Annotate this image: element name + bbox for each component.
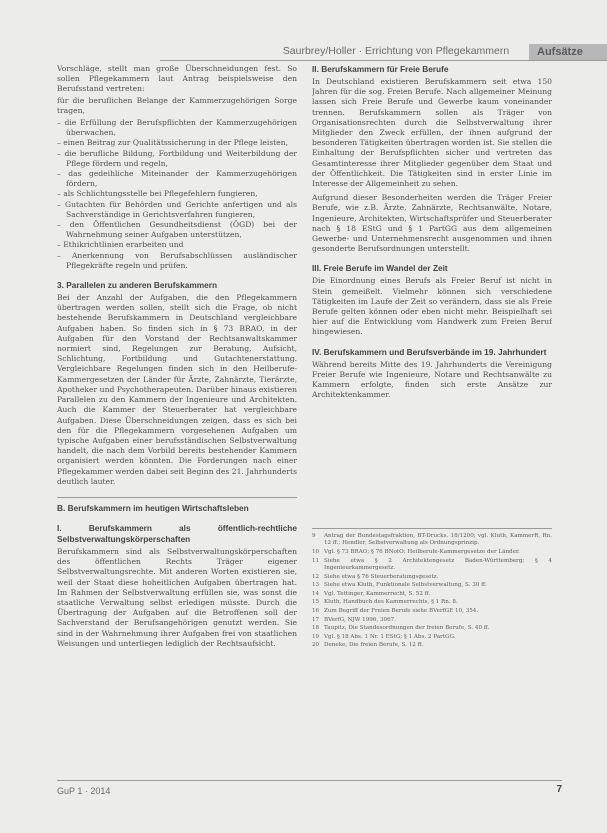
journal-issue: GuP 1 · 2014 — [57, 786, 111, 796]
footnote-text: Siehe etwa § 2 Architektengesetz Baden-Württemberg; § 4 Ingenieurkammergesetz. — [324, 557, 552, 571]
list-item: – die Erfüllung der Berufspflichten der Kammerzugehörigen überwachen, — [57, 118, 297, 138]
footnote-text: Vgl. § 18 Abs. 1 Nr. 1 EStG; § 1 Abs. 2 PartGG. — [324, 633, 456, 640]
footnote-text: Siehe etwa § 76 Steuerberatungsgesetz. — [324, 573, 439, 580]
footnote-number: 10 — [312, 549, 320, 555]
footnote — [312, 558, 552, 573]
footnote-text: Vgl. Tettinger, Kammerrecht, S. 52 ff. — [324, 590, 431, 597]
footnote-number: 12 — [312, 573, 320, 580]
section-tab: Aufsätze — [529, 44, 607, 60]
list-intro: für die beruflichen Belange der Kammerzugehörigen Sorge tragen, — [57, 95, 297, 115]
footnote — [312, 591, 552, 598]
section-heading: II. Berufskammern für Freie Berufe — [312, 64, 449, 74]
subsection-heading: I. Berufskammern als öffentlich-rechtliche Selbstverwaltungskörperschaften — [57, 522, 297, 544]
footnote-text: Zum Begriff der Freien Berufe siehe BVerfGE 10, 354. — [324, 607, 479, 614]
paragraph: Vorschläge, stellt man große Überschneidungen fest. So sollen Pflegekammern laut Antrag beispielsweise den Berufsstand vertreten: — [57, 64, 297, 94]
footnote-number: 13 — [312, 582, 320, 589]
paragraph: Aufgrund dieser Besonderheiten werden die Träger Freier Berufe, wie z.B. Ärzte, Zahnärzte, Rechtsanwälte, Notare, Ingenieure, Architekten, Wirtschaftsprüfer und Steuerberater nach § 18 EStG und § 1 PartGG aus dem allgemeinen Gewerbe- und Unternehmensrecht ausgenommen und ihnen gesonderte Berufsordnungen unterstellt. — [312, 193, 552, 254]
paragraph: Die Einordnung eines Berufs als Freier Beruf ist nicht in Stein gemeißelt. Vielmehr können sich verschiedene Tätigkeiten im Laufe der Zeit so verändern, dass sie als Freie Berufe gelten können oder eben nicht mehr. Beispielhaft sei hier auf die Entwicklung vom Handwerk zum Freien Beruf hingewiesen. — [312, 276, 552, 337]
list-item: – Anerkennung von Berufsabschlüssen ausländischer Pflegekräfte regeln und prüfen. — [57, 251, 297, 271]
list-item: – die berufliche Bildung, Fortbildung und Weiterbildung der Pflege fördern und regeln, — [57, 149, 297, 169]
section-heading: 3. Parallelen zu anderen Berufskammern — [57, 280, 218, 291]
list-item: – den Öffentlichen Gesundheitsdienst (ÖGD) bei der Wahrnehmung seiner Aufgaben unterstützen, — [57, 220, 297, 240]
list-item: – Ethikrichtlinien erarbeiten und — [57, 240, 297, 250]
footnote-text: Deneke, Die freien Berufe, S. 12 ff. — [324, 642, 424, 649]
footnote — [312, 533, 552, 548]
footer-rule — [57, 780, 562, 781]
paragraph: Während bereits Mitte des 19. Jahrhunderts die Vereinigung Freier Berufe wie Ingenieure, Notare und Rechtsanwälte zu Kammern erfolgte, finden sich erste Ansätze zur Architektenkammer. — [312, 359, 552, 400]
list-item: – Gutachten für Behörden und Gerichte anfertigen und als Sachverständige in Gerichtsverfahren fungieren, — [57, 200, 297, 220]
footnote — [312, 642, 552, 649]
footnote — [312, 634, 552, 641]
footnote-text: Kluth, Handbuch des Kammerrechts, § 1 Rn. 8. — [324, 599, 458, 606]
footnotes — [312, 528, 552, 778]
right-column — [312, 64, 552, 504]
page-number: 7 — [556, 784, 562, 795]
footnote — [312, 625, 552, 632]
header-rule — [160, 60, 607, 61]
section-heading: B. Berufskammern im heutigen Wirtschaftsleben — [57, 497, 297, 514]
footnote-number: 19 — [312, 633, 320, 640]
footnote — [312, 582, 552, 589]
page-header — [160, 44, 607, 60]
footnote-text: BVerfG, NJW 1996, 3067. — [324, 616, 396, 623]
list-item: – als Schlichtungsstelle bei Pflegefehlern fungieren, — [57, 189, 297, 199]
list-item: – das gedeihliche Miteinander der Kammerzugehörigen fördern, — [57, 169, 297, 189]
left-column — [57, 64, 297, 778]
footnote-number: 15 — [312, 599, 320, 606]
footnote-text: Taupitz, Die Standesordnungen der freien Berufe, S. 40 ff. — [324, 625, 490, 632]
paragraph: In Deutschland existieren Berufskammern seit etwa 150 Jahren für die sog. Freien Berufe. Nach allgemeiner Meinung lassen sich Freie Berufe und Gewerbe kaum voneinander trennen. Berufskammern sollen als Träger von Organisationsrechten durch die Selbstverwaltung ihrer Mitglieder den Zweck erfüllen, der ihnen aufgrund der besonderen Tätigkeiten übertragen worden ist. Sie stellen die Einhaltung der Berufspflichten sicher und vertreten das Gesamtinteresse ihrer Mitglieder gegenüber dem Staat und der Öffentlichkeit. Die Tätigkeiten sind in erster Linie im Interesse der Allgemeinheit zu sehen. — [312, 77, 552, 189]
footnote-number: 20 — [312, 642, 320, 649]
paragraph: Bei der Anzahl der Aufgaben, die den Pflegekammern übertragen werden sollen, stellt sich die Frage, ob nicht bestehende Berufskammern in Deutschland vergleichbare Aufgaben haben. So finden sich in § 73 BRAO, in der Aufgaben für den Vorstand der Rechtsanwaltskammer normiert sind, Regelungen zur Beratung, Aufsicht, Schlichtung, Fortbildung und Gutachtenerstattung. Vergleichbare Regelungen finden sich in den Heilberufe-Kammergesetzen der Länder für Ärzte, Zahnärzte, Tierärzte, Apotheker und Psychotherapeuten. Darüber hinaus existieren Parallelen zu den Kammern der Ingenieure und Architekten. Auch die Kammer der Steuerberater hat vergleichbare Aufgaben. Diese Überschneidungen zeigen, dass es sich bei den für die Pflegekammern vorgesehenen Aufgaben um typische Aufgaben einer berufsständischen Selbstverwaltung handelt, die nach dem Vorbild bereits bestehender Kammern organisiert werden könnten. Die Forderungen nach einer Pflegekammer werden dabei seit Beginn des 21. Jahrhunderts deutlich lauter. — [57, 293, 297, 486]
footnote-number: 11 — [312, 557, 320, 564]
task-list — [57, 118, 297, 271]
footnote — [312, 599, 552, 606]
footnote-number: 17 — [312, 616, 320, 623]
running-head: Saurbrey/Holler · Errichtung von Pflegekammern — [282, 45, 510, 57]
footnote — [312, 574, 552, 581]
footnote-text: Antrag der Bundestagsfraktion, BT-Drucks. 18/1200; vgl. Kluth, KammerR, Rn. 12 ff.; Hendler, Selbstverwaltung als Ordnungsprinzip. — [324, 533, 552, 547]
footnote — [312, 608, 552, 615]
footnote-number: 16 — [312, 607, 320, 614]
footnote-number: 18 — [312, 625, 320, 632]
footnote-rule — [312, 528, 552, 529]
section-heading: III. Freie Berufe im Wandel der Zeit — [312, 263, 448, 274]
list-item: – einen Beitrag zur Qualitätssicherung in der Pflege leisten, — [57, 138, 297, 148]
footnote-text: Vgl. § 73 BRAO; § 76 BNotO; Heilberufe-Kammergesetze der Länder. — [324, 549, 520, 555]
footnote-number: 14 — [312, 590, 320, 597]
footnote-number: 9 — [312, 533, 316, 539]
footnote — [312, 617, 552, 624]
footnote — [312, 549, 552, 556]
footnote-text: Siehe etwa Kluth, Funktionale Selbstverwaltung, S. 30 ff. — [324, 582, 487, 589]
paragraph: Berufskammern sind als Selbstverwaltungskörperschaften des öffentlichen Rechts Träger eigener Selbstverwaltungsrechte. Mit anderen Worten existieren sie, weil der Staat diese hoheitlichen Aufgaben übertragen hat. Im Rahmen der Selbstverwaltung erfüllen sie, was sonst die staatliche Verwaltung selbst erledigen müsste. Durch die Übertragung der Aufgaben auf die Betroffenen soll der Sachverstand der Berufsangehörigen genutzt werden. Sie sind in der Wahrnehmung ihrer Aufgaben frei von staatlichen Weisungen und unterliegen lediglich der Rechtsaufsicht. — [57, 546, 297, 648]
section-heading: IV. Berufskammern und Berufsverbände im 19. Jahrhundert — [312, 346, 547, 357]
